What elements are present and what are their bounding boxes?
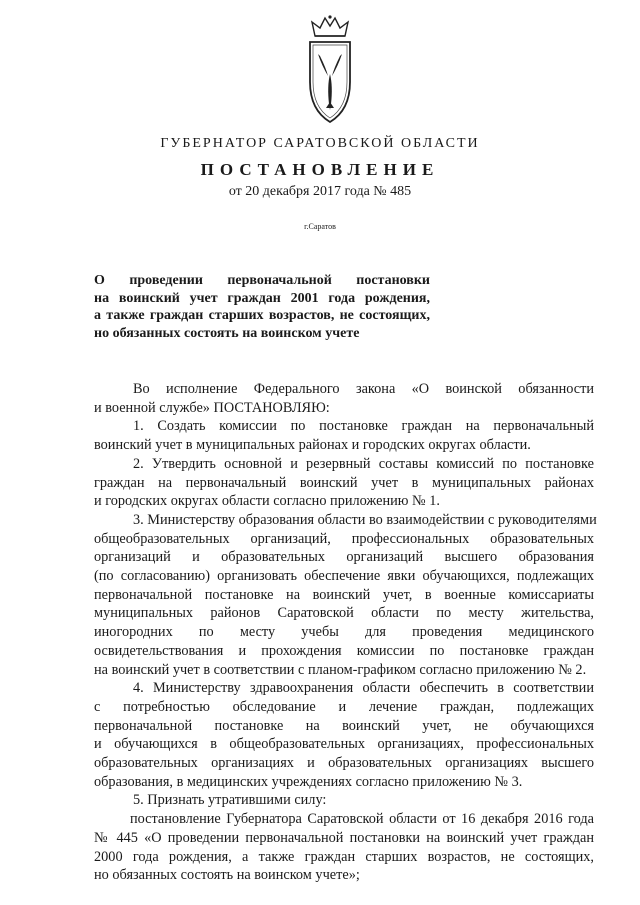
body-line: на воинский учет в соответствии с планом-графиком согласно приложению № 2. [94, 661, 587, 678]
body-line: иногородних по месту учебы для проведения медицинского [94, 624, 594, 641]
body-line: с потребностью обследование и лечение граждан, подлежащих [94, 698, 594, 715]
document-title [94, 272, 430, 342]
body-line: муниципальных районов Саратовской области по месту жительства, [94, 605, 594, 622]
document-body [94, 380, 597, 885]
body-line: но обязанных состоять на воинском учете»; [94, 867, 360, 884]
body-line: № 445 «О проведении первоначальной постановки на воинский учет граждан [94, 829, 594, 846]
body-line: 5. Признать утратившими силу: [133, 792, 327, 809]
body-line: 2. Утвердить основной и резервный составы комиссий по постановке [133, 455, 594, 472]
title-line: а также граждан старших возрастов, не состоящих, [94, 308, 430, 324]
body-line: освидетельствования и прохождения комиссии по постановке граждан [94, 642, 594, 659]
body-line: и городских округах области согласно приложению № 1. [94, 493, 440, 510]
body-line: 3. Министерству образования области во взаимодействии с руководителями [133, 511, 597, 528]
title-line: на воинский учет граждан 2001 года рождения, [94, 290, 430, 306]
body-line: граждан на первоначальный воинский учет в муниципальных районах [94, 474, 594, 491]
body-line: 2000 года рождения, а также граждан старших возрастов, не состоящих, [94, 848, 594, 865]
document-date-number: от 20 декабря 2017 года № 485 [228, 184, 412, 199]
body-line: 1. Создать комиссии по постановке граждан на первоначальный [133, 418, 594, 435]
coat-of-arms-emblem [298, 14, 362, 126]
body-line: и обучающихся в общеобразовательных организациях, профессиональных [94, 736, 594, 753]
title-line: О проведении первоначальной постановки [94, 273, 430, 288]
body-line: общеобразовательных организаций, профессиональных образовательных [94, 530, 594, 547]
body-line: первоначальной постановке на воинский учет, в военные комиссариаты [94, 586, 594, 603]
body-line: постановление Губернатора Саратовской области от 16 декабря 2016 года [130, 811, 594, 828]
body-line: образования, в медицинских учреждениях согласно приложению № 3. [94, 773, 523, 790]
title-line: но обязанных состоять на воинском учете [94, 325, 360, 341]
body-line: воинский учет в муниципальных районах и городских округах области. [94, 437, 531, 454]
body-line: образовательных организациях и образовательных организациях высшего [94, 755, 594, 772]
body-line: организаций и образовательных организаций высшего образования [94, 549, 594, 566]
body-line: и военной службе» ПОСТАНОВЛЯЮ: [94, 399, 330, 416]
document-type: ПОСТАНОВЛЕНИЕ [200, 160, 440, 179]
issuing-authority: ГУБЕРНАТОР САРАТОВСКОЙ ОБЛАСТИ [160, 136, 480, 151]
body-line: первоначальной постановке на воинский учет, не обучающихся [94, 717, 594, 734]
document-city: г.Саратов [304, 222, 336, 231]
body-line: Во исполнение Федерального закона «О воинской обязанности [133, 381, 594, 397]
body-line: (по согласованию) организовать обеспечение явки обучающихся, подлежащих [94, 568, 594, 585]
body-line: 4. Министерству здравоохранения области обеспечить в соответствии [133, 680, 594, 697]
